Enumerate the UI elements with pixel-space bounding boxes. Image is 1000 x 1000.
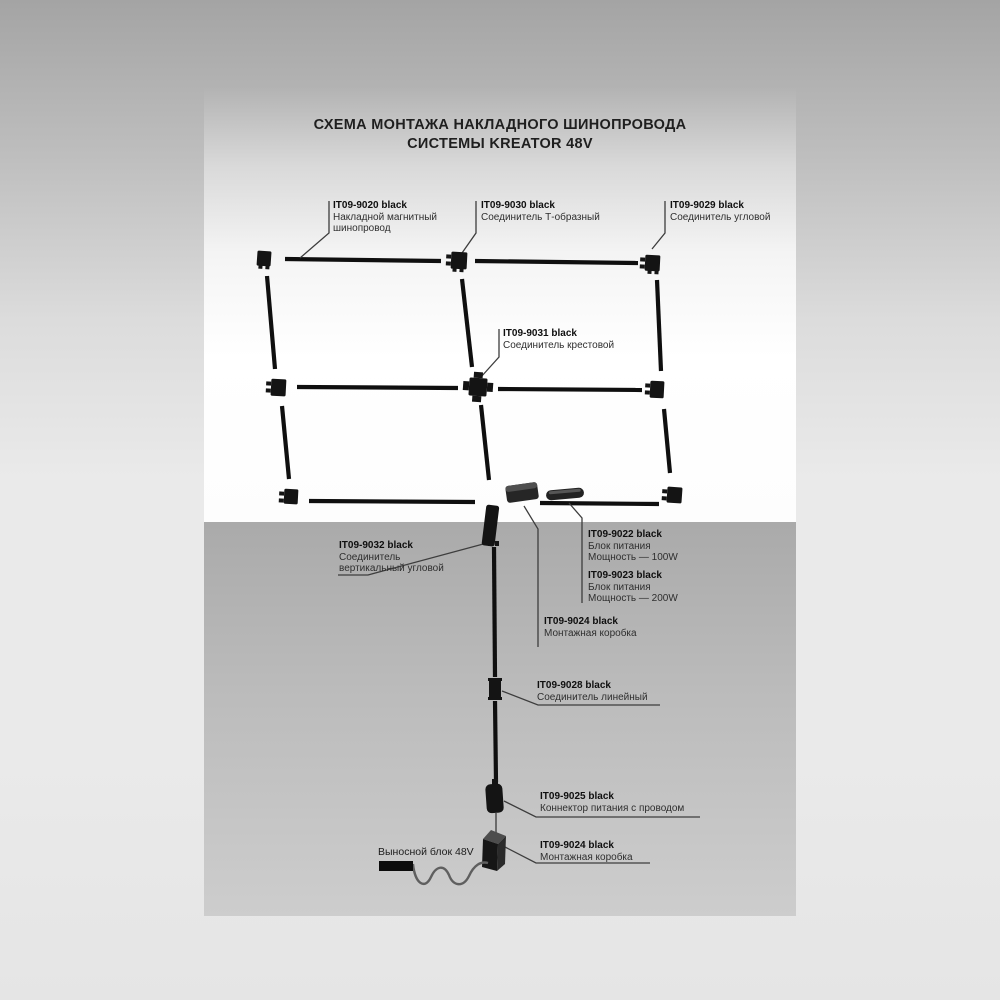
label-power-connector-9025: IT09-9025 black Коннектор питания с проводом (540, 791, 685, 814)
title-line-2: СИСТЕМЫ KREATOR 48V (407, 136, 593, 152)
t-connector-mid-left (266, 378, 287, 396)
label-corner-connector-9029: IT09-9029 black Соединитель угловой (670, 200, 771, 223)
corner-connector-bottom-left (279, 488, 299, 504)
label-power-supply-9023: IT09-9023 black Блок питания Мощность — 200W (588, 570, 678, 604)
label-vertical-corner-9032: IT09-9032 black Соединитель вертикальный угловой (339, 540, 444, 574)
mounting-box-bottom (482, 830, 506, 871)
t-connector-top (445, 251, 467, 272)
corner-connector-top-left (256, 251, 271, 270)
label-remote-driver: Выносной блок 48V (378, 846, 474, 858)
cross-connector (462, 371, 494, 403)
power-cable (413, 863, 488, 885)
remote-driver-block (379, 861, 413, 871)
power-feed-connector (485, 779, 504, 814)
label-mounting-box-9024-mid: IT09-9024 black Монтажная коробка (544, 616, 637, 639)
label-track-9020: IT09-9020 black Накладной магнитный шинопровод (333, 200, 438, 234)
vertical-corner-connector (481, 504, 499, 546)
label-linear-connector-9028: IT09-9028 black Соединитель линейный (537, 680, 648, 703)
t-connector-mid-right (645, 380, 665, 398)
corner-connector-top-right (639, 254, 660, 274)
title-line-1: СХЕМА МОНТАЖА НАКЛАДНОГО ШИНОПРОВОДА (313, 117, 687, 133)
label-t-connector-9030: IT09-9030 black Соединитель Т-образный (481, 200, 600, 223)
label-mounting-box-9024-bottom: IT09-9024 black Монтажная коробка (540, 840, 633, 863)
label-power-supply-9022: IT09-9022 black Блок питания Мощность — 100W (588, 529, 678, 563)
label-cross-connector-9031: IT09-9031 black Соединитель крестовой (503, 328, 615, 351)
diagram-title (204, 116, 796, 154)
mounting-box-mid (505, 482, 539, 503)
power-supply-block (546, 487, 585, 500)
corner-connector-bottom-right (661, 486, 682, 503)
linear-connector (488, 678, 502, 700)
